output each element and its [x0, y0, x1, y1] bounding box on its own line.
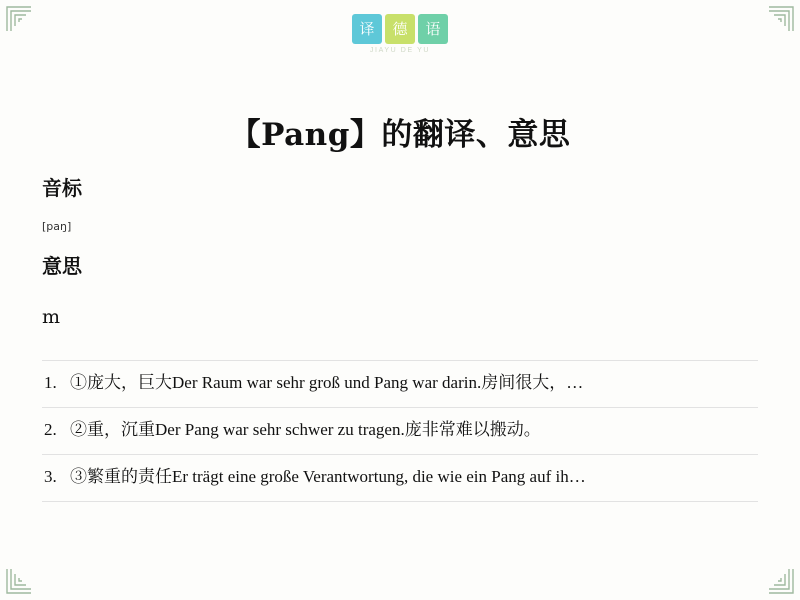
logo-block-1: 译 — [352, 14, 382, 44]
definition-text: ③繁重的责任Er trägt eine große Verantwortung, die wie ein Pang auf ih… — [70, 466, 586, 486]
site-logo-subtitle: JIAYU DE YU — [369, 47, 431, 54]
definition-number: 3. — [44, 466, 57, 486]
definition-number: 2. — [44, 419, 57, 439]
definition-text: ①庞大，巨大Der Raum war sehr groß und Pang war darin.房间很大，… — [70, 373, 584, 392]
page-title: 【Pang】的翻译、意思 — [229, 116, 571, 153]
definition-list — [42, 360, 758, 502]
logo-block-3: 语 — [418, 14, 448, 44]
phonetic-heading: 音标 — [42, 176, 82, 200]
list-item[interactable] — [42, 360, 758, 408]
list-item[interactable] — [42, 455, 758, 502]
definition-number: 1. — [44, 373, 57, 392]
logo-block-2: 德 — [385, 14, 415, 44]
phonetic-value: [paŋ] — [42, 220, 72, 233]
meaning-heading: 意思 — [42, 254, 82, 278]
definition-text: ②重，沉重Der Pang war sehr schwer zu tragen.庞非常难以搬动。 — [70, 419, 541, 439]
part-of-speech: m — [42, 306, 61, 328]
list-item[interactable] — [42, 408, 758, 455]
